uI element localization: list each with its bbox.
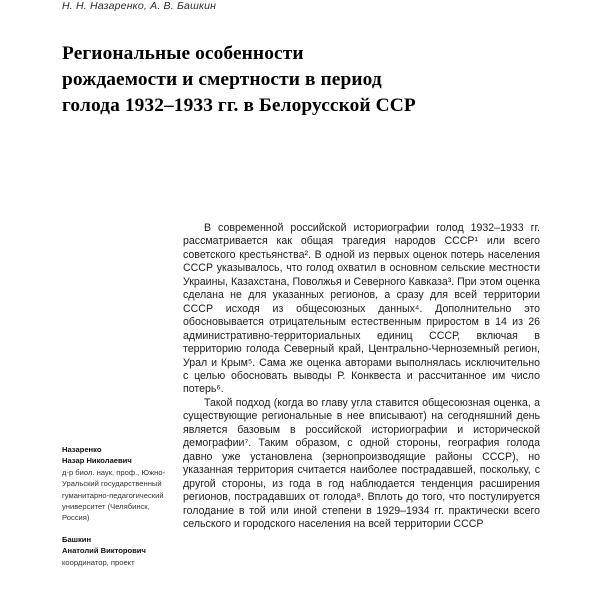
body-paragraph: В современной российской историографии голод 1932–1933 гг. рассматривается как общая трагедия народов СССР¹ или всего советского крестьянства². В одной из первых оценок потерь населения СССР указывалось, что голод охватил в основном сельские местности Украины, Казахстана, Поволжья и Северного Кавказа³. При этом оценка сделана не для указанных регионов, а сразу для всей территории СССР исходя из общесоюзных данных⁴. Дополнительно это обосновывается отрицательным естественным приростом в 14 из 26 административно-территориальных единиц СССР, включая в территорию голода Северный край, Центрально-Черноземный регион, Урал и Крым⁵. Сама же оценка авторами выполнялась исключительно с целью обосновать выводы Р. Конквеста и рассчитанное им число потерь⁶. xyxy=(183,222,540,396)
body-paragraph: Такой подход (когда во главу угла ставится общесоюзная оценка, а существующие региональные в нее вписывают) на сегодняшний день является базовым в российской историографии и исторической демографии⁷. Таким образом, с одной стороны, география голода давно уже установлена (зернопроизводящие районы СССР), но указанная территория считается наиболее пострадавшей, поскольку, с другой стороны, из года в год наблюдается тенденция расширения регионов, пострадавших от голода⁸. Вплоть до того, что постулируется голодание в той или иной степени в 1929–1934 гг. практически всего сельского и городского населения на всей территории СССР xyxy=(183,396,540,530)
title-line-2: рождаемости и смертности в период xyxy=(62,68,382,90)
author-given-name: Назар Николаевич xyxy=(62,456,132,466)
title-line-3: голода 1932–1933 гг. в Белорусской ССР xyxy=(62,94,416,116)
author-given-name: Анатолий Викторович xyxy=(62,546,146,556)
author-surname: Башкин xyxy=(62,534,92,544)
title-line-1: Региональные особенности xyxy=(62,42,304,64)
body-text xyxy=(183,222,540,531)
author-surname: Назаренко xyxy=(62,445,102,454)
author-entry xyxy=(62,444,174,524)
author-affiliation: д-р биол. наук, проф., Южно-Уральский государственный гуманитарно-педагогический университет (Челябинск, Россия) xyxy=(62,467,166,523)
author-entry xyxy=(62,534,174,568)
author-affiliation: координатор, проект xyxy=(62,557,135,567)
running-head: Н. Н. Назаренко, А. В. Башкин xyxy=(62,0,217,12)
page-title xyxy=(62,41,512,119)
author-sidebar xyxy=(62,444,174,578)
